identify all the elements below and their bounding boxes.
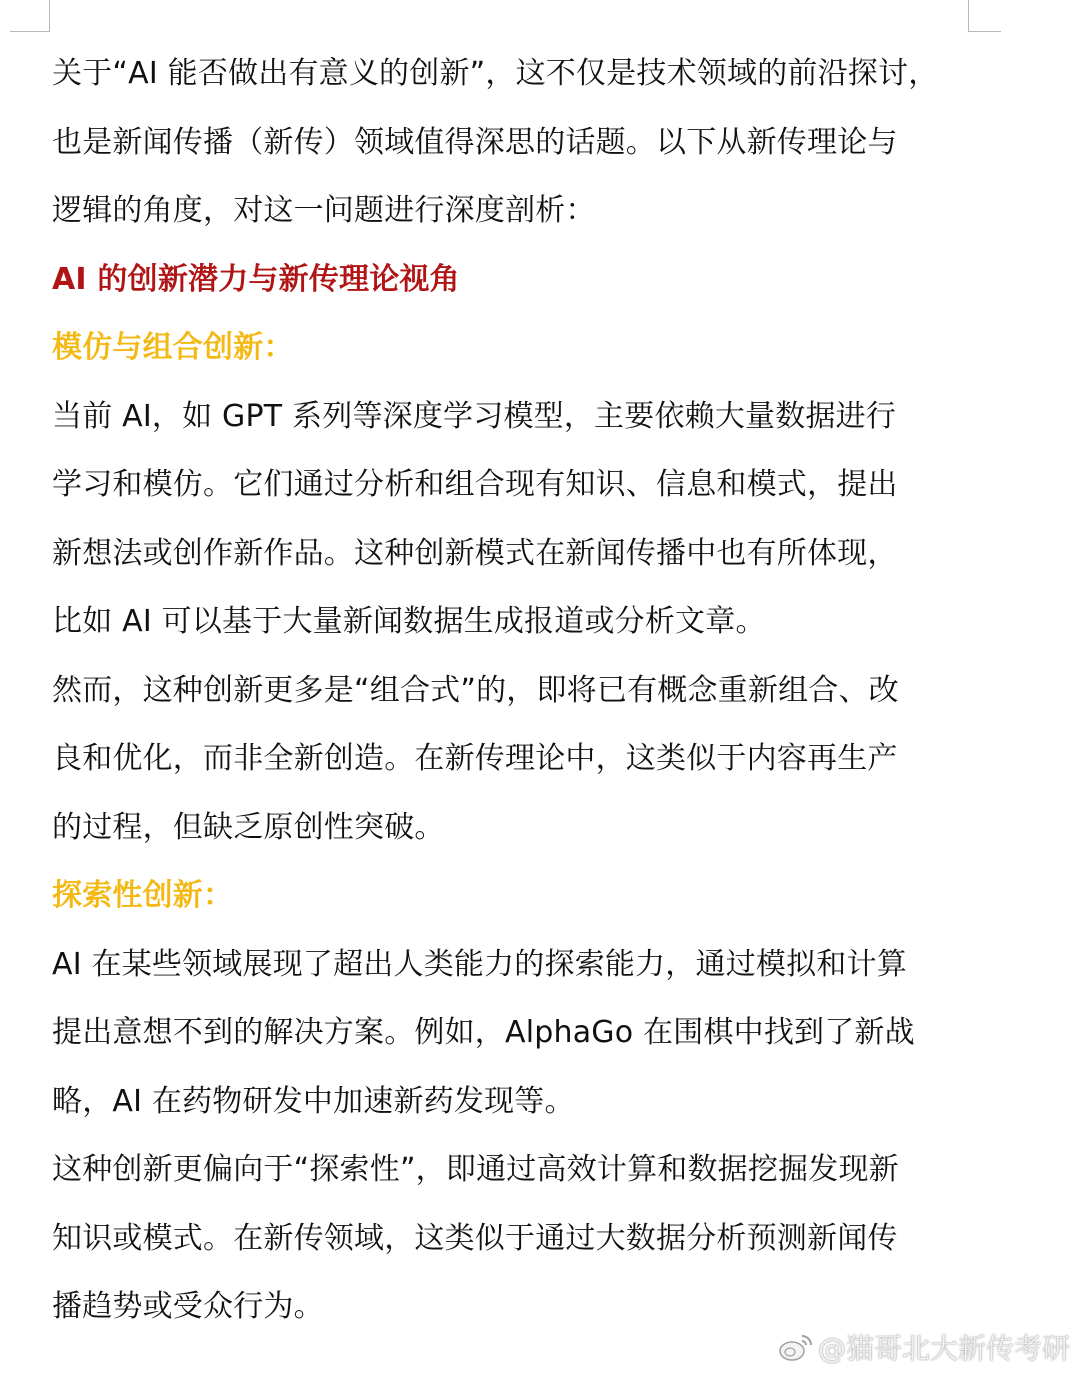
paragraph-line: 良和优化，而非全新创造。在新传理论中，这类似于内容再生产 [52,741,898,776]
intro-line: 逻辑的角度，对这一问题进行深度剖析： [52,193,596,228]
subsection-title-imitation: 模仿与组合创新： [52,330,294,365]
paragraph-line: 这种创新更偏向于“探索性”，即通过高效计算和数据挖掘发现新 [52,1152,899,1187]
watermark-text: @猫哥北大新传考研 [817,1332,1070,1365]
document-body [52,40,982,1342]
intro-line: 也是新闻传播（新传）领域值得深思的话题。以下从新传理论与 [52,124,898,160]
paragraph-line: 当前 AI，如 GPT 系列等深度学习模型，主要依赖大量数据进行 [52,398,897,434]
paragraph-line: 知识或模式。在新传领域，这类似于通过大数据分析预测新闻传 [52,1220,898,1256]
paragraph-line: 播趋势或受众行为。 [52,1289,324,1324]
paragraph-line: 然而，这种创新更多是“组合式”的，即将已有概念重新组合、改 [52,672,899,708]
paragraph-line: AI 在某些领域展现了超出人类能力的探索能力，通过模拟和计算 [52,946,907,982]
paragraph-line: 的过程，但缺乏原创性突破。 [52,809,445,845]
paragraph-line: 学习和模仿。它们通过分析和组合现有知识、信息和模式，提出 [52,467,898,502]
paragraph-line: 新想法或创作新作品。这种创新模式在新闻传播中也有所体现， [52,535,898,571]
crop-mark-top-right [968,0,1001,32]
paragraph-line: 略，AI 在药物研发中加速新药发现等。 [52,1083,575,1119]
subsection-title-exploratory: 探索性创新： [52,878,234,913]
paragraph-line: 提出意想不到的解决方案。例如，AlphaGo 在围棋中找到了新战 [52,1015,915,1050]
weibo-icon [778,1332,814,1362]
watermark [778,1327,1070,1367]
section-title: AI 的创新潜力与新传理论视角 [52,261,460,297]
crop-mark-top-left [10,0,50,32]
intro-line: 关于“AI 能否做出有意义的创新”，这不仅是技术领域的前沿探讨， [52,56,939,91]
paragraph-line: 比如 AI 可以基于大量新闻数据生成报道或分析文章。 [52,604,766,639]
